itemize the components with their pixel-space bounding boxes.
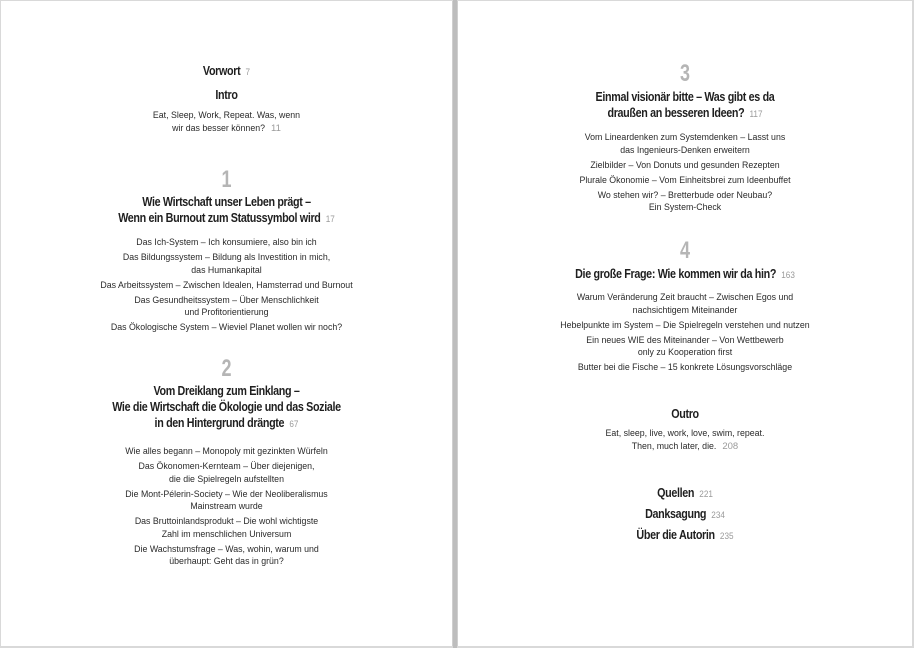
chapter-number-3: 3 <box>679 60 691 87</box>
entry-line: Die Mont-Pélerin-Society – Wie der Neoliberalismus <box>125 488 328 499</box>
right-page <box>457 1 912 646</box>
toc-title: Danksagung <box>645 507 707 521</box>
entry-line: Ein neues WIE des Miteinander – Von Wettbewerb <box>586 334 784 345</box>
page-number: 221 <box>699 489 713 500</box>
entry-line: nachsichtigem Miteinander <box>632 304 738 315</box>
entry-line: Wo stehen wir? – Bretterbude oder Neubau? <box>597 189 773 200</box>
toc-entry[interactable] <box>1 294 452 319</box>
entry-line: die die Spielregeln aufstellten <box>169 473 284 484</box>
toc-entry[interactable] <box>458 291 912 316</box>
toc-entry[interactable] <box>1 236 452 249</box>
toc-vorwort[interactable] <box>33 63 421 81</box>
toc-title: Intro <box>215 88 238 102</box>
toc-outro-title[interactable] <box>490 406 880 422</box>
toc-title: Quellen <box>657 486 695 500</box>
toc-entry[interactable] <box>458 334 912 359</box>
toc-entry[interactable] <box>458 189 912 214</box>
entry-line: Das Bildungssystem – Bildung als Investition in mich, <box>122 252 331 262</box>
chapter-number-4: 4 <box>679 237 691 264</box>
entry-line: das Ingenieurs-Denken erweitern <box>620 144 750 155</box>
chapter-1-entries <box>1 236 452 334</box>
entry-line: Das Gesundheitssystem – Über Menschlichkeit <box>134 294 319 305</box>
entry-line: Das Arbeitssystem – Zwischen Idealen, Hamsterrad und Burnout <box>100 279 353 290</box>
entry-line: Plurale Ökonomie – Vom Einheitsbrei zum Ideenbuffet <box>579 174 791 185</box>
toc-title: Über die Autorin <box>636 528 715 542</box>
entry-line: Zielbilder – Von Donuts und gesunden Rezepten <box>590 159 780 170</box>
page-number: 235 <box>719 531 734 542</box>
chapter-title-line: Die große Frage: Wie kommen wir da hin? <box>575 267 777 281</box>
toc-entry[interactable] <box>1 488 452 513</box>
entry-line: Das Ökologische System – Wieviel Planet wollen wir noch? <box>110 322 343 332</box>
entry-line: das Humankapital <box>191 264 262 275</box>
chapter-title-line: Einmal visionär bitte – Was gibt es da <box>595 90 775 104</box>
page-number: 17 <box>325 214 335 225</box>
entry-line: Zahl im menschlichen Universum <box>161 528 292 539</box>
page-number: 208 <box>722 440 739 452</box>
chapter-number-2: 2 <box>221 355 232 382</box>
chapter-3-title[interactable] <box>490 89 880 123</box>
entry-line: Vom Lineardenken zum Systemdenken – Lasst uns <box>584 132 786 142</box>
toc-ueber-die-autorin[interactable] <box>490 527 880 545</box>
chapter-title-line: Wie die Wirtschaft die Ökologie und das Soziale <box>112 400 341 414</box>
chapter-title-line: draußen an besseren Ideen? <box>607 106 745 120</box>
entry-line: Wie alles begann – Monopoly mit gezinkten Würfeln <box>125 446 328 456</box>
toc-entry[interactable] <box>1 460 452 485</box>
chapter-3-entries <box>458 131 912 214</box>
page-number: 67 <box>289 419 299 430</box>
chapter-4-entries <box>458 291 912 374</box>
entry-line: only zu Kooperation first <box>637 347 733 357</box>
entry-line: Hebelpunkte im System – Die Spielregeln verstehen und nutzen <box>560 319 810 330</box>
entry-line: Das Ich-System – Ich konsumiere, also bin ich <box>136 237 317 247</box>
page-number: 234 <box>711 510 725 521</box>
entry-line: Mainstream wurde <box>190 501 263 511</box>
chapter-title-line: Vom Dreiklang zum Einklang – <box>153 384 300 398</box>
entry-line: Eat, sleep, live, work, love, swim, repeat. <box>605 428 765 438</box>
toc-title: Outro <box>671 407 699 421</box>
toc-entry[interactable] <box>1 321 452 334</box>
toc-entry[interactable] <box>458 159 912 172</box>
toc-entry[interactable] <box>458 319 912 332</box>
chapter-title-line: in den Hintergrund drängte <box>154 416 285 430</box>
toc-entry[interactable] <box>458 174 912 187</box>
toc-intro-subtitle <box>1 109 452 135</box>
toc-entry[interactable] <box>1 251 452 276</box>
entry-line: Ein System-Check <box>648 202 722 212</box>
entry-line: Butter bei die Fische – 15 konkrete Lösungsvorschläge <box>577 362 793 372</box>
entry-line: überhaupt: Geht das in grün? <box>169 556 284 566</box>
toc-danksagung[interactable] <box>490 506 880 524</box>
entry-line: Das Ökonomen-Kernteam – Über diejenigen, <box>138 461 315 471</box>
page-number: 117 <box>749 109 763 120</box>
toc-entry[interactable] <box>1 279 452 292</box>
toc-entry[interactable] <box>458 361 912 374</box>
toc-intro-title[interactable] <box>33 87 421 103</box>
toc-entry[interactable] <box>1 515 452 540</box>
chapter-2-entries <box>1 445 452 568</box>
page-number: 11 <box>271 122 281 134</box>
entry-line: Die Wachstumsfrage – Was, wohin, warum und <box>134 543 319 554</box>
toc-quellen[interactable] <box>490 485 880 503</box>
entry-line: Then, much later, die. <box>631 440 717 451</box>
chapter-number-1: 1 <box>221 166 232 193</box>
page-number: 7 <box>245 67 251 78</box>
toc-title: Vorwort <box>202 64 241 78</box>
chapter-2-title[interactable] <box>33 383 421 433</box>
toc-outro-subtitle <box>458 427 912 453</box>
page-number: 163 <box>781 270 795 281</box>
chapter-4-title[interactable] <box>490 266 880 284</box>
entry-line: und Profitorientierung <box>184 307 269 317</box>
chapter-title-line: Wie Wirtschaft unser Leben prägt – <box>142 195 311 209</box>
left-page <box>1 1 453 646</box>
toc-entry[interactable] <box>458 131 912 156</box>
entry-line: Eat, Sleep, Work, Repeat. Was, wenn <box>152 110 301 120</box>
chapter-1-title[interactable] <box>33 194 421 228</box>
entry-line: wir das besser können? <box>172 122 266 133</box>
entry-line: Warum Veränderung Zeit braucht – Zwischen Egos und <box>576 292 794 302</box>
entry-line: Das Bruttoinlandsprodukt – Die wohl wichtigste <box>134 516 319 526</box>
chapter-title-line: Wenn ein Burnout zum Statussymbol wird <box>118 211 321 225</box>
toc-entry[interactable] <box>1 543 452 568</box>
toc-entry[interactable] <box>1 445 452 458</box>
